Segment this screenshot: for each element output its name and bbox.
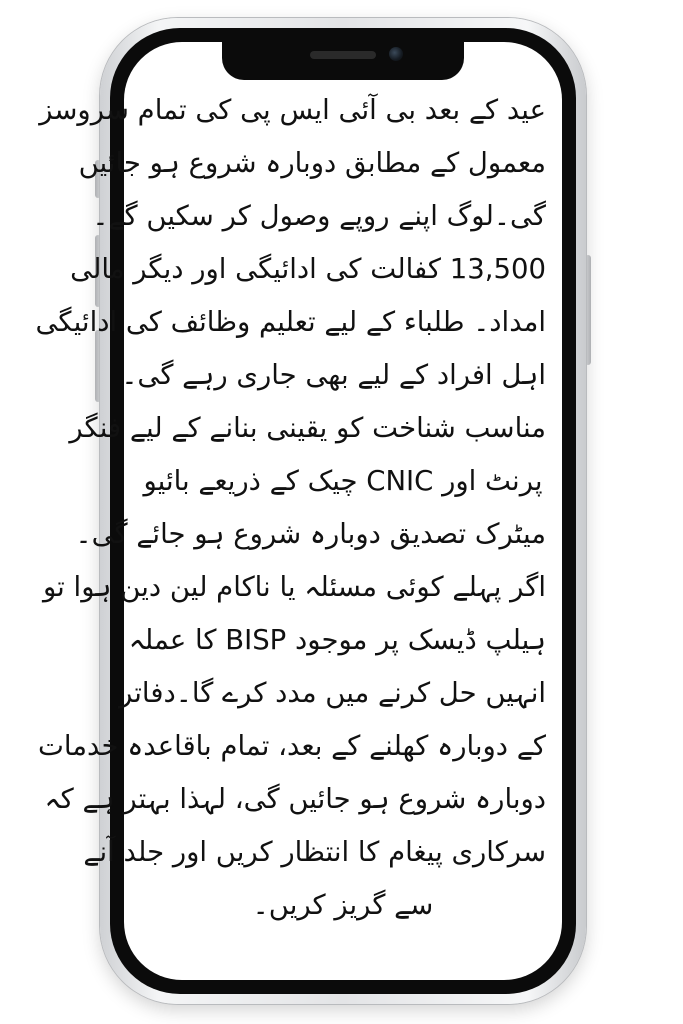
article-line: اگر پہلے کوئی مسئلہ یا ناکام لین دین ہوا تو [42, 571, 546, 603]
article-line: ہیلپ ڈیسک پر موجود BISP کا عملہ [128, 624, 546, 656]
article-line: انہیں حل کرنے میں مدد کرے گا۔دفاتر [119, 677, 546, 709]
article-line: سے گریز کریں۔ [252, 889, 434, 921]
article-line: سرکاری پیغام کا انتظار کریں اور جلد آنے [83, 836, 546, 868]
article-line: مناسب شناخت کو یقینی بنانے کے لیے فنگر [69, 412, 546, 444]
article-line: 13,500 کفالت کی ادائیگی اور دیگر مالی [70, 253, 546, 285]
article-line: کے دوبارہ کھلنے کے بعد، تمام باقاعدہ خدمات [38, 730, 546, 762]
speaker-grille [310, 51, 376, 59]
front-camera-icon [389, 47, 403, 61]
article-line: امداد۔ طلباء کے لیے تعلیم وظائف کی ادائیگی [35, 306, 546, 338]
article-text [35, 84, 552, 932]
article-line: معمول کے مطابق دوبارہ شروع ہو جائیں [78, 147, 546, 179]
article-line: میٹرک تصدیق دوبارہ شروع ہو جائے گی۔ [75, 518, 546, 550]
article-line: گی۔لوگ اپنے روپے وصول کر سکیں گے۔ [92, 200, 546, 232]
article-line: پرنٹ اور CNIC چیک کے ذریعے بائیو [143, 465, 543, 497]
phone-notch [222, 40, 464, 80]
article-line: دوبارہ شروع ہو جائیں گی، لہذا بہتر ہے کہ [44, 783, 546, 815]
article-line: اہل افراد کے لیے بھی جاری رہے گی۔ [121, 359, 546, 391]
article-line: عید کے بعد بی آئی ایس پی کی تمام سروسز [39, 94, 546, 126]
